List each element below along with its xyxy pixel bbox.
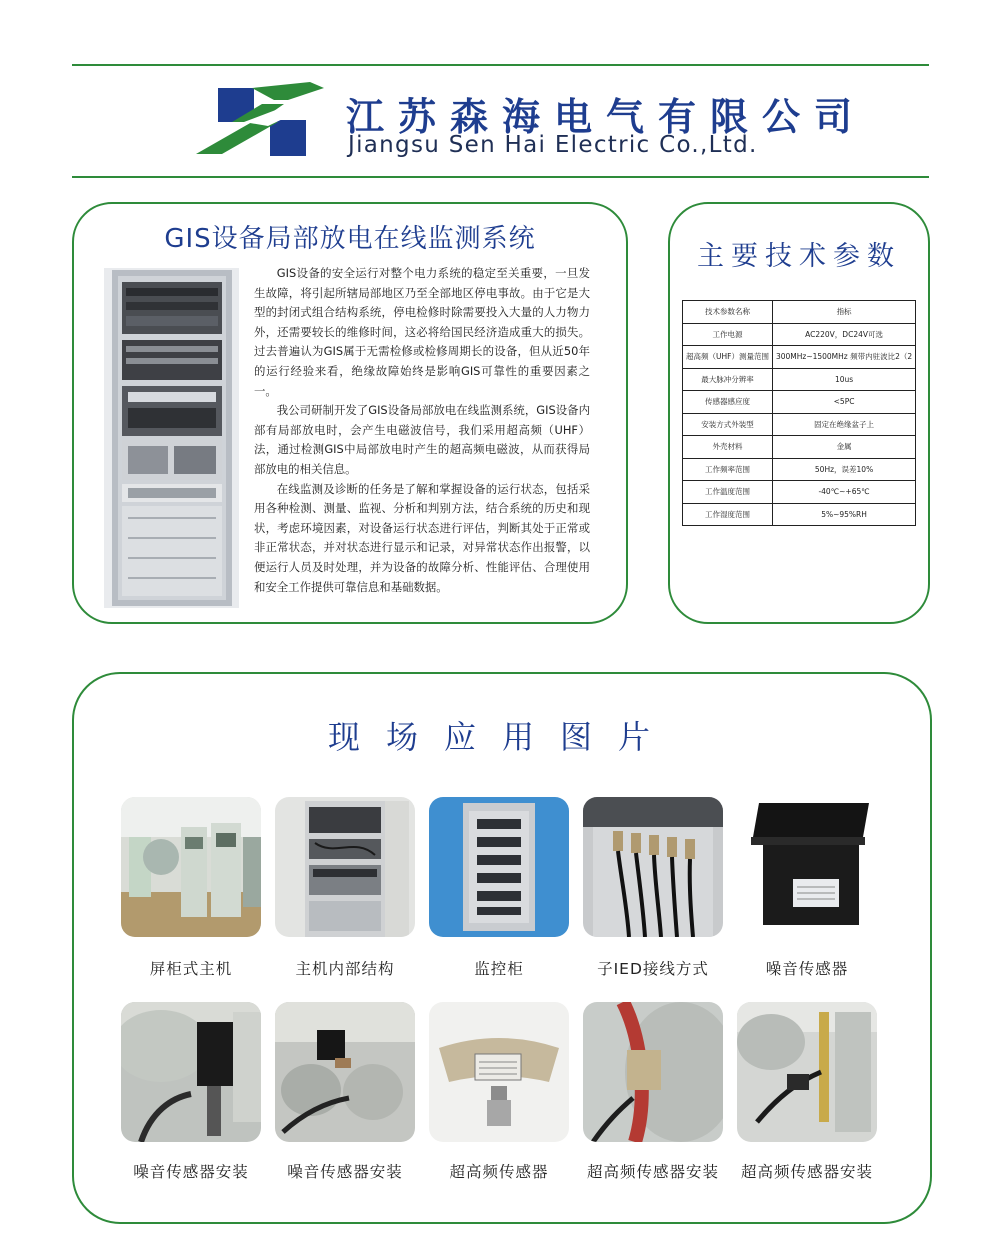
photo-caption: 噪音传感器安装 xyxy=(287,1163,403,1181)
table-row xyxy=(683,413,916,436)
uhf-install-photo xyxy=(583,1002,723,1142)
param-name: 安装方式外装型 xyxy=(683,413,773,436)
intro-text xyxy=(254,264,590,597)
table-row xyxy=(683,368,916,391)
table-row xyxy=(683,436,916,459)
table-row xyxy=(683,458,916,481)
param-value: 5%~95%RH xyxy=(772,503,915,526)
company-logo-icon xyxy=(192,78,332,164)
uhf-sensor-photo xyxy=(429,1002,569,1142)
cabinet-room-photo xyxy=(121,797,261,937)
param-value: 金属 xyxy=(772,436,915,459)
sensor-install-photo xyxy=(275,1002,415,1142)
param-value: 固定在绝缘盆子上 xyxy=(772,413,915,436)
intro-title: GIS设备局部放电在线监测系统 xyxy=(164,224,536,254)
table-row xyxy=(683,346,916,369)
param-value: 指标 xyxy=(772,301,915,324)
param-name: 工作电源 xyxy=(683,323,773,346)
sensor-install-photo xyxy=(121,1002,261,1142)
header-bottom-rule xyxy=(72,176,929,178)
uhf-install-photo xyxy=(737,1002,877,1142)
param-name: 工作频率范围 xyxy=(683,458,773,481)
cabinet-interior-photo xyxy=(275,797,415,937)
table-row xyxy=(683,301,916,324)
param-name: 外壳材料 xyxy=(683,436,773,459)
param-value: AC220V，DC24V可选 xyxy=(772,323,915,346)
photo-caption: 噪音传感器安装 xyxy=(133,1163,249,1181)
header-top-rule xyxy=(72,64,929,66)
param-name: 工作温度范围 xyxy=(683,481,773,504)
photo-caption: 噪音传感器 xyxy=(765,960,849,978)
table-row xyxy=(683,391,916,414)
intro-panel xyxy=(72,202,628,624)
photo-caption: 子IED接线方式 xyxy=(597,960,709,978)
param-value: 300MHz~1500MHz 频带内驻波比2（2 xyxy=(772,346,915,369)
params-panel xyxy=(668,202,930,624)
param-name: 传感器感应度 xyxy=(683,391,773,414)
photo-caption: 超高频传感器安装 xyxy=(740,1163,873,1181)
table-row xyxy=(683,503,916,526)
photo-caption: 超高频传感器 xyxy=(449,1163,549,1181)
noise-sensor-photo xyxy=(737,797,877,937)
cabinet-photo xyxy=(104,268,239,608)
param-name: 最大脉冲分辨率 xyxy=(683,368,773,391)
param-name: 工作湿度范围 xyxy=(683,503,773,526)
monitor-cabinet-photo xyxy=(429,797,569,937)
param-name: 超高频（UHF）测量范围 xyxy=(683,346,773,369)
company-name-cn: 江苏森海电气有限公司 xyxy=(346,94,867,139)
company-name-en: Jiangsu Sen Hai Electric Co.,Ltd. xyxy=(348,132,758,158)
wiring-photo xyxy=(583,797,723,937)
param-value: -40℃~+65℃ xyxy=(772,481,915,504)
params-title: 主要技术参数 xyxy=(697,241,901,272)
table-row xyxy=(683,323,916,346)
intro-paragraph: 我公司研制开发了GIS设备局部放电在线监测系统，GIS设备内部有局部放电时，会产生电磁波信号，我们采用超高频（UHF）法，通过检测GIS中局部放电时产生的超高频电磁波，从而获得局部放电的相关信息。 xyxy=(254,403,590,476)
intro-paragraph: GIS设备的安全运行对整个电力系统的稳定至关重要，一旦发生故障，将引起所辖局部地区乃至全部地区停电事故。由于它是大型的封闭式组合结构系统，停电检修时除需要投入大量的人力物力外，还需要较长的维修时间，这必将给国民经济造成重大的损失。过去普遍认为GIS属于无需检修或检修周期长的设备，但从近50年的运行经验来看，绝缘故障始终是影响GIS可靠性的重要因素之一。 xyxy=(254,266,590,398)
intro-paragraph: 在线监测及诊断的任务是了解和掌握设备的运行状态，包括采用各种检测、测量、监视、分析和判别方法，结合系统的历史和现状，考虑环境因素，对设备运行状态进行评估，判断其处于正常或非正常状态，并对状态进行显示和记录，对异常状态作出报警，以便运行人员及时处理，并为设备的故障分析、性能评估、合理使用和安全工作提供可靠信息和基础数据。 xyxy=(254,481,590,594)
photos-title: 现场应用图片 xyxy=(327,718,676,756)
param-value: 50Hz，误差10% xyxy=(772,458,915,481)
photo-caption: 主机内部结构 xyxy=(295,960,395,978)
param-name: 技术参数名称 xyxy=(683,301,773,324)
photo-caption: 监控柜 xyxy=(474,960,524,978)
param-value: <5PC xyxy=(772,391,915,414)
param-value: 10us xyxy=(772,368,915,391)
photo-caption: 超高频传感器安装 xyxy=(586,1163,719,1181)
table-row xyxy=(683,481,916,504)
param-table xyxy=(682,300,916,526)
photo-caption: 屏柜式主机 xyxy=(149,960,233,978)
